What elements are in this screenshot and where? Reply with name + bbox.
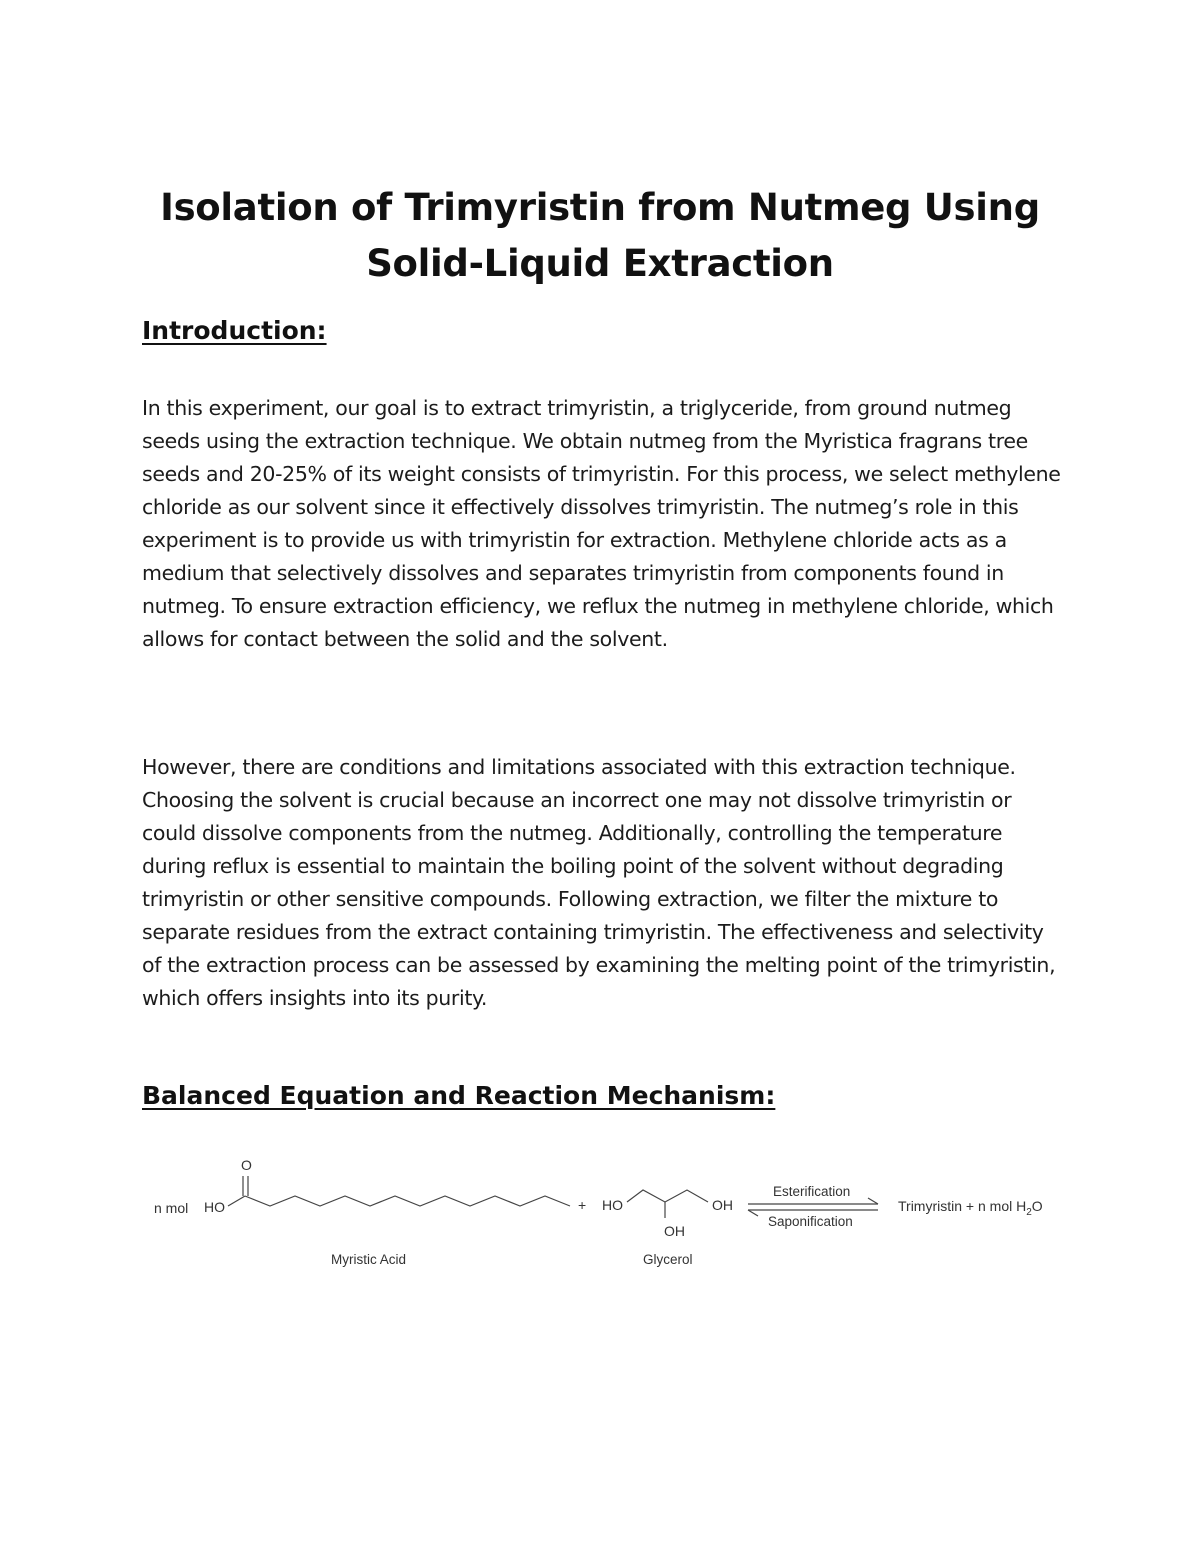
reverse-arrow-label: Saponification (768, 1214, 853, 1229)
reaction-scheme (140, 1150, 1070, 1290)
acid-name-label: Myristic Acid (331, 1252, 407, 1267)
document-title: Isolation of Trimyristin from Nutmeg Using Solid-Liquid Extraction (160, 186, 1040, 285)
acid-ho-label: HO (204, 1199, 225, 1215)
reverse-arrow-head (748, 1210, 758, 1216)
product-main-text: Trimyristin + n mol H (898, 1198, 1027, 1214)
reaction-prefix: n mol (154, 1200, 189, 1216)
introduction-paragraph-1: In this experiment, our goal is to extract trimyristin, a triglyceride, from ground nutmeg seeds using the extraction technique. We obtain nutmeg from the Myristica fragrans tree seeds and 20-25% of its weight consists of trimyristin. For this process, we select methylene chloride as our solvent since it effectively dissolves trimyristin. The nutmeg’s role in this experiment is to provide us with trimyristin for extraction. Methylene chloride acts as a medium that selectively dissolves and separates trimyristin from components found in nutmeg. To ensure extraction efficiency, we reflux the nutmeg in methylene chloride, which allows for contact between the solid and the solvent. (142, 396, 1061, 651)
forward-arrow-label: Esterification (773, 1184, 851, 1199)
equation-heading: Balanced Equation and Reaction Mechanism: (142, 1081, 776, 1110)
glycerol-oh-right-label: OH (712, 1197, 733, 1213)
glycerol-oh-bottom-label: OH (664, 1223, 685, 1239)
product-label (898, 1198, 1043, 1218)
acid-carbon-chain (245, 1196, 570, 1206)
acid-carbonyl-o-label: O (241, 1157, 252, 1173)
introduction-heading: Introduction: (142, 316, 327, 345)
reaction-plus: + (578, 1197, 587, 1213)
product-end-text: O (1031, 1198, 1043, 1214)
forward-arrow-head (868, 1198, 878, 1204)
product-subscript: 2 (1026, 1207, 1032, 1218)
glycerol-ho-label: HO (602, 1197, 623, 1213)
glycerol-chain (627, 1190, 708, 1202)
introduction-paragraph-2: However, there are conditions and limitations associated with this extraction technique. Choosing the solvent is crucial because an incorrect one may not dissolve trimyristin or could dissolve components from the nutmeg. Additionally, controlling the temperature during reflux is essential to maintain the boiling point of the solvent without degrading trimyristin or other sensitive compounds. Following extraction, we filter the mixture to separate residues from the extract containing trimyristin. The effectiveness and selectivity of the extraction process can be assessed by examining the melting point of the trimyristin, which offers insights into its purity. (142, 755, 1056, 1010)
acid-ho-bond (228, 1196, 245, 1206)
glycerol-name-label: Glycerol (643, 1252, 693, 1267)
